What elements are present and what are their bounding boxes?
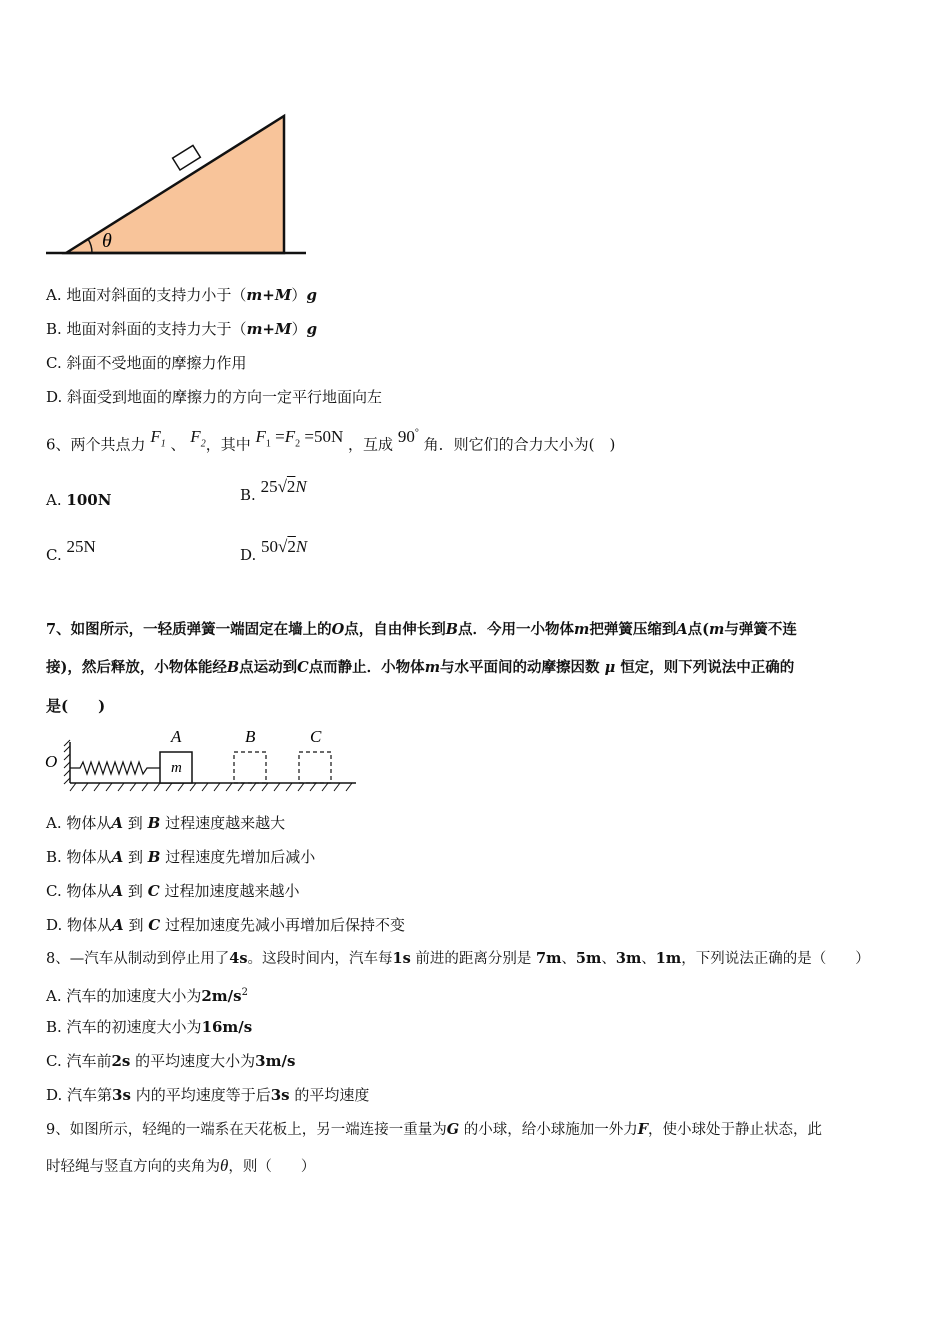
position-c-box [299,752,331,783]
q7-stem-line2: 接)，然后释放，小物体能经B点运动到C点而静止．小物体m与水平面间的动摩擦因数 μ 恒定，则下列说法中正确的 [46,659,795,676]
q7-option-c[interactable]: C. 物体从A 到 C 过程加速度越来越小 [46,882,300,900]
q7-option-b[interactable]: B. 物体从A 到 B 过程速度先增加后减小 [46,848,316,866]
q7-stem-line1: 7、如图所示，一轻质弹簧一端固定在墙上的O点，自由伸长到B点．今用一小物体m把弹簧压缩到A点(m与弹簧不连 [46,621,797,638]
position-b-box [234,752,266,783]
q6-stem: 6、两个共点力 $F_1$ 、 $F_2$，其中 $F_1 =F_2 =50N$ ，互成 90° 角．则它们的合力大小为( ) [46,426,616,454]
q9-stem-line1: 9、如图所示，轻绳的一端系在天花板上，另一端连接一重量为G 的小球，给小球施加一外力F，使小球处于静止状态，此 [46,1121,823,1138]
q7-stem-line3: 是( ) [46,697,106,715]
spring-figure [40,722,360,802]
q7-option-a[interactable]: A. 物体从A 到 B 过程速度越来越大 [46,814,286,832]
q5-option-a[interactable]: A. 地面对斜面的支持力小于（m+M）g [46,286,317,304]
angle-label: θ [102,230,112,252]
point-c-label: C [310,727,322,746]
q8-option-b[interactable]: B. 汽车的初速度大小为16m/s [46,1018,253,1036]
q6-option-b[interactable]: B. 25√2N [240,477,307,504]
q8-option-c[interactable]: C. 汽车前2s 的平均速度大小为3m/s [46,1052,296,1070]
q6-option-a[interactable]: A. 100N [46,491,112,509]
q7-option-d[interactable]: D. 物体从A 到 C 过程加速度先减小再增加后保持不变 [46,916,405,934]
q5-option-b[interactable]: B. 地面对斜面的支持力大于（m+M）g [46,320,318,338]
q8-stem: 8、—汽车从制动到停止用了4s。这段时间内，汽车每1s 前进的距离分别是 7m、5m、3m、1m，下列说法正确的是（ ） [46,950,870,967]
q6-option-c[interactable]: C. 25N [46,537,96,564]
block-on-incline [173,145,201,170]
incline-figure [40,108,320,260]
q8-option-d[interactable]: D. 汽车第3s 内的平均速度等于后3s 的平均速度 [46,1086,370,1104]
q5-option-c[interactable]: C. 斜面不受地面的摩擦力作用 [46,354,247,372]
q9-stem-line2: 时轻绳与竖直方向的夹角为θ，则（ ） [46,1156,316,1175]
q6-option-d[interactable]: D. 50√2N [240,537,308,564]
wall-hatch [64,740,70,784]
q8-option-a[interactable]: A. 汽车的加速度大小为$2m/s^2$ [46,987,248,1005]
incline-wedge [66,116,284,253]
q5-option-d[interactable]: D. 斜面受到地面的摩擦力的方向一定平行地面向左 [46,388,383,406]
block-m-label: m [171,760,182,776]
floor-hatch [70,783,352,791]
point-b-label: B [245,727,256,746]
point-o-label: O [45,752,58,771]
spring [70,762,160,774]
point-a-label: A [171,727,182,746]
